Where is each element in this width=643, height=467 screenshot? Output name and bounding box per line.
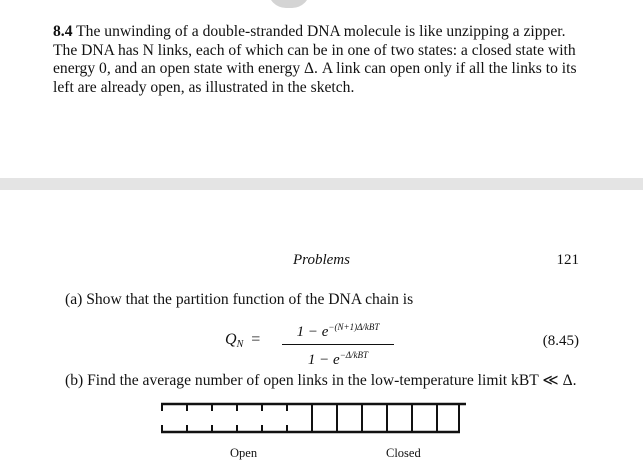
numerator-exponent: −(N+1)Δ/kBT [328, 322, 380, 332]
fraction-bar [282, 344, 394, 345]
bottom-page [0, 190, 643, 467]
page-number: 121 [556, 252, 579, 268]
part-a-text: (a) Show that the partition function of the DNA chain is [65, 291, 414, 308]
running-head: Problems [293, 252, 350, 268]
equation-lhs-symbol: Q [225, 331, 237, 348]
top-page [0, 0, 643, 178]
problem-text: The unwinding of a double-stranded DNA molecule is like unzipping a zipper. The DNA has N links, each of which can be in one of two states: a closed state with energy 0, and an open state with energy Δ. A link can open only if all the links to its left are already open, as illustrated in the sketch. [53, 23, 577, 96]
denominator-base: 1 − e [307, 352, 340, 368]
equation-8-45 [0, 318, 643, 368]
problem-statement [53, 23, 585, 97]
zipper-diagram [158, 401, 468, 435]
equation-numerator [282, 318, 394, 342]
open-label: Open [230, 446, 258, 460]
equation-number: (8.45) [542, 333, 579, 349]
equation-lhs-subscript: N [236, 339, 244, 350]
equation-lhs [225, 331, 260, 350]
equation-equals: = [251, 331, 261, 348]
equation-fraction [282, 318, 394, 370]
numerator-base: 1 − e [296, 324, 329, 340]
denominator-exponent: −Δ/kBT [339, 350, 369, 360]
zipper-sketch [158, 401, 468, 435]
equation-denominator [282, 346, 394, 370]
closed-label: Closed [386, 446, 421, 460]
problem-number: 8.4 [53, 23, 73, 40]
page-divider [0, 178, 643, 190]
page-corner-tab [268, 0, 310, 8]
part-b-text: (b) Find the average number of open links in the low-temperature limit kBT ≪ Δ. [65, 372, 577, 389]
